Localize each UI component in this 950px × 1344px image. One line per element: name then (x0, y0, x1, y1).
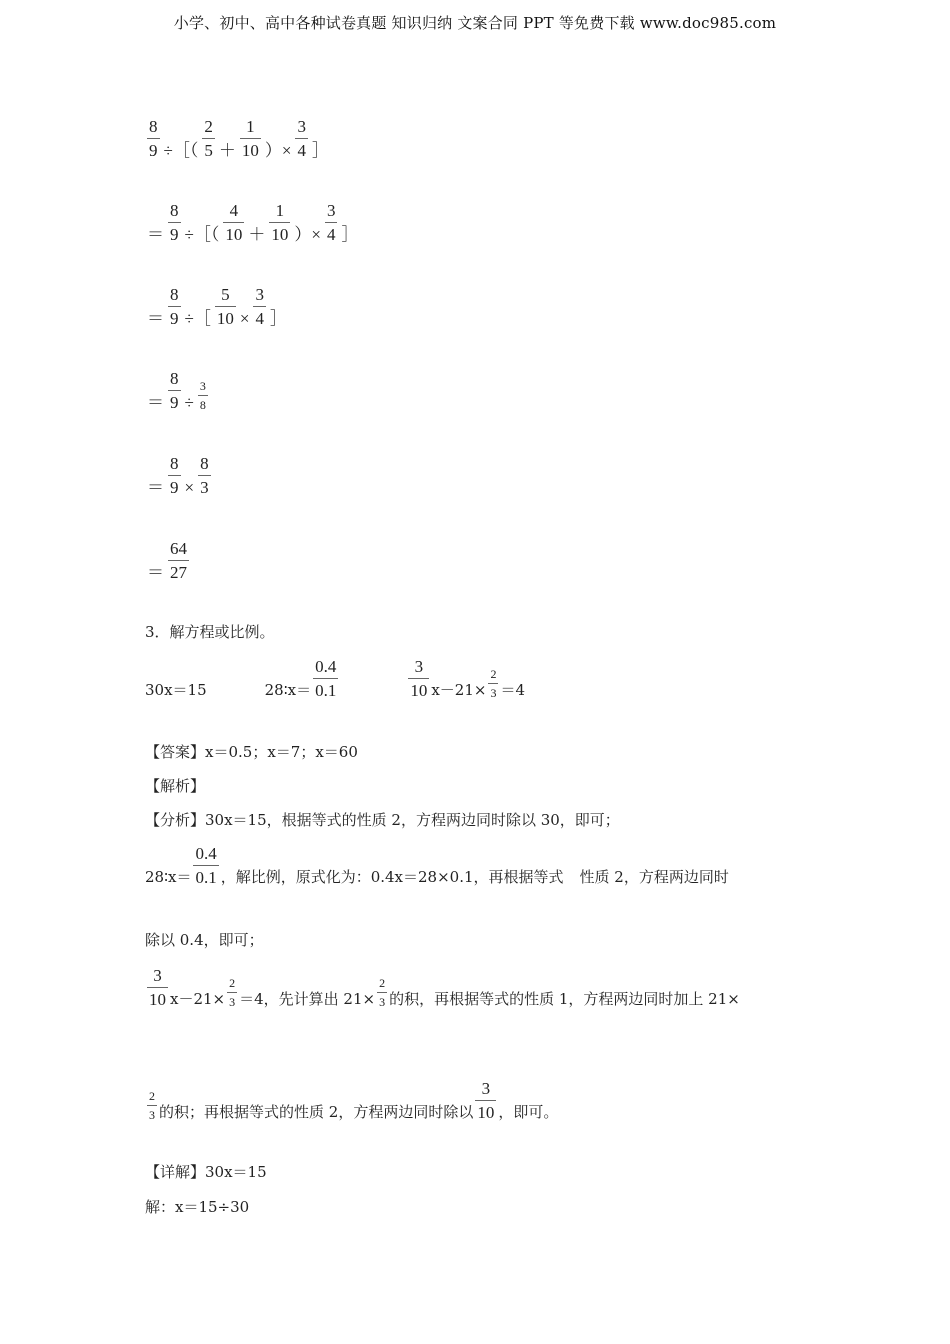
analysis-line-4: $\frac{3}{10}$ x－21× $\frac{2}{3}$ ＝4，先计算出 21× $\frac{2}{3}$ 的积，再根据等式的性质 1，方程两边同时加上 21× (149, 966, 740, 1009)
fraction: $\frac{1}{10}$ (241, 117, 259, 160)
fraction: $\frac{64}{27}$ (170, 539, 187, 582)
fraction: $\frac{3}{4}$ (255, 285, 264, 328)
calc-line-2: ＝ $\frac{8}{9}$ ÷［（ $\frac{4}{10}$ ＋ $\frac{1}{10}$ ）× $\frac{3}{4}$ ］ (147, 201, 359, 244)
calc-line-3: ＝ $\frac{8}{9}$ ÷［ $\frac{5}{10}$ × $\frac{3}{4}$ ］ (147, 285, 287, 328)
calc-line-1: $\frac{8}{9}$ ÷［（ $\frac{2}{5}$ ＋ $\frac{1}{10}$ ）× $\frac{3}{4}$ ］ (149, 117, 329, 160)
fraction: $\frac{0.4}{0.1}$ (195, 844, 217, 887)
solve-line: 解：x＝15÷30 (145, 1198, 250, 1216)
equation-1: 30x＝15 (145, 681, 207, 699)
fraction: $\frac{8}{9}$ (170, 285, 179, 328)
calc-line-4: ＝ $\frac{8}{9}$ ÷ $\frac{3}{8}$ (147, 369, 206, 412)
analysis-line-5: $\frac{2}{3}$ 的积；再根据等式的性质 2，方程两边同时除以 $\frac{3}{10}$ ，即可。 (149, 1079, 559, 1122)
calc-line-5: ＝ $\frac{8}{9}$ × $\frac{8}{3}$ (147, 454, 209, 497)
analysis-line-1: 【分析】30x＝15，根据等式的性质 2，方程两边同时除以 30，即可； (145, 811, 620, 829)
fraction: $\frac{1}{10}$ (271, 201, 289, 244)
analysis-line-2: 28∶x＝ $\frac{0.4}{0.1}$ ，解比例，原式化为：0.4x＝28×0.1，再根据等式 性质 2，方程两边同时 (145, 844, 729, 887)
fraction: $\frac{3}{10}$ (477, 1079, 495, 1122)
fraction: $\frac{3}{4}$ (326, 201, 336, 244)
question-title: 3．解方程或比例。 (145, 623, 275, 641)
fraction: $\frac{2}{3}$ (149, 1089, 155, 1122)
fraction: $\frac{2}{3}$ (490, 667, 497, 700)
fraction: $\frac{8}{9}$ (170, 201, 179, 244)
answer-line: 【答案】x＝0.5；x＝7；x＝60 (145, 743, 358, 761)
fraction: $\frac{8}{3}$ (200, 454, 209, 497)
fraction: $\frac{2}{5}$ (204, 117, 213, 160)
fraction: $\frac{8}{9}$ (149, 117, 158, 160)
fraction: $\frac{0.4}{0.1}$ (315, 657, 337, 700)
fraction: $\frac{8}{9}$ (170, 369, 179, 412)
detail-line: 【详解】30x＝15 (145, 1163, 267, 1181)
fraction: $\frac{5}{10}$ (216, 285, 234, 328)
fraction: $\frac{3}{10}$ (149, 966, 166, 1009)
fraction: $\frac{2}{3}$ (379, 976, 386, 1009)
page-header: 小学、初中、高中各种试卷真题 知识归纳 文案合同 PPT 等免费下载 www.doc985.com (173, 14, 777, 32)
analysis-line-3: 除以 0.4，即可； (145, 931, 264, 949)
question-equations: 30x＝15 28∶x＝ $\frac{0.4}{0.1}$ $\frac{3}{10}$ x－21× $\frac{2}{3}$ ＝4 (145, 657, 526, 700)
equation-2-text: 28∶x＝ (264, 681, 312, 699)
analysis-heading: 【解析】 (145, 777, 206, 795)
fraction: $\frac{3}{10}$ (410, 657, 428, 700)
fraction: $\frac{8}{9}$ (170, 454, 179, 497)
calc-line-6: ＝ $\frac{64}{27}$ (147, 539, 187, 582)
fraction: $\frac{3}{8}$ (199, 379, 206, 412)
fraction: $\frac{3}{4}$ (297, 117, 306, 160)
fraction: $\frac{4}{10}$ (225, 201, 243, 244)
fraction: $\frac{2}{3}$ (229, 976, 236, 1009)
